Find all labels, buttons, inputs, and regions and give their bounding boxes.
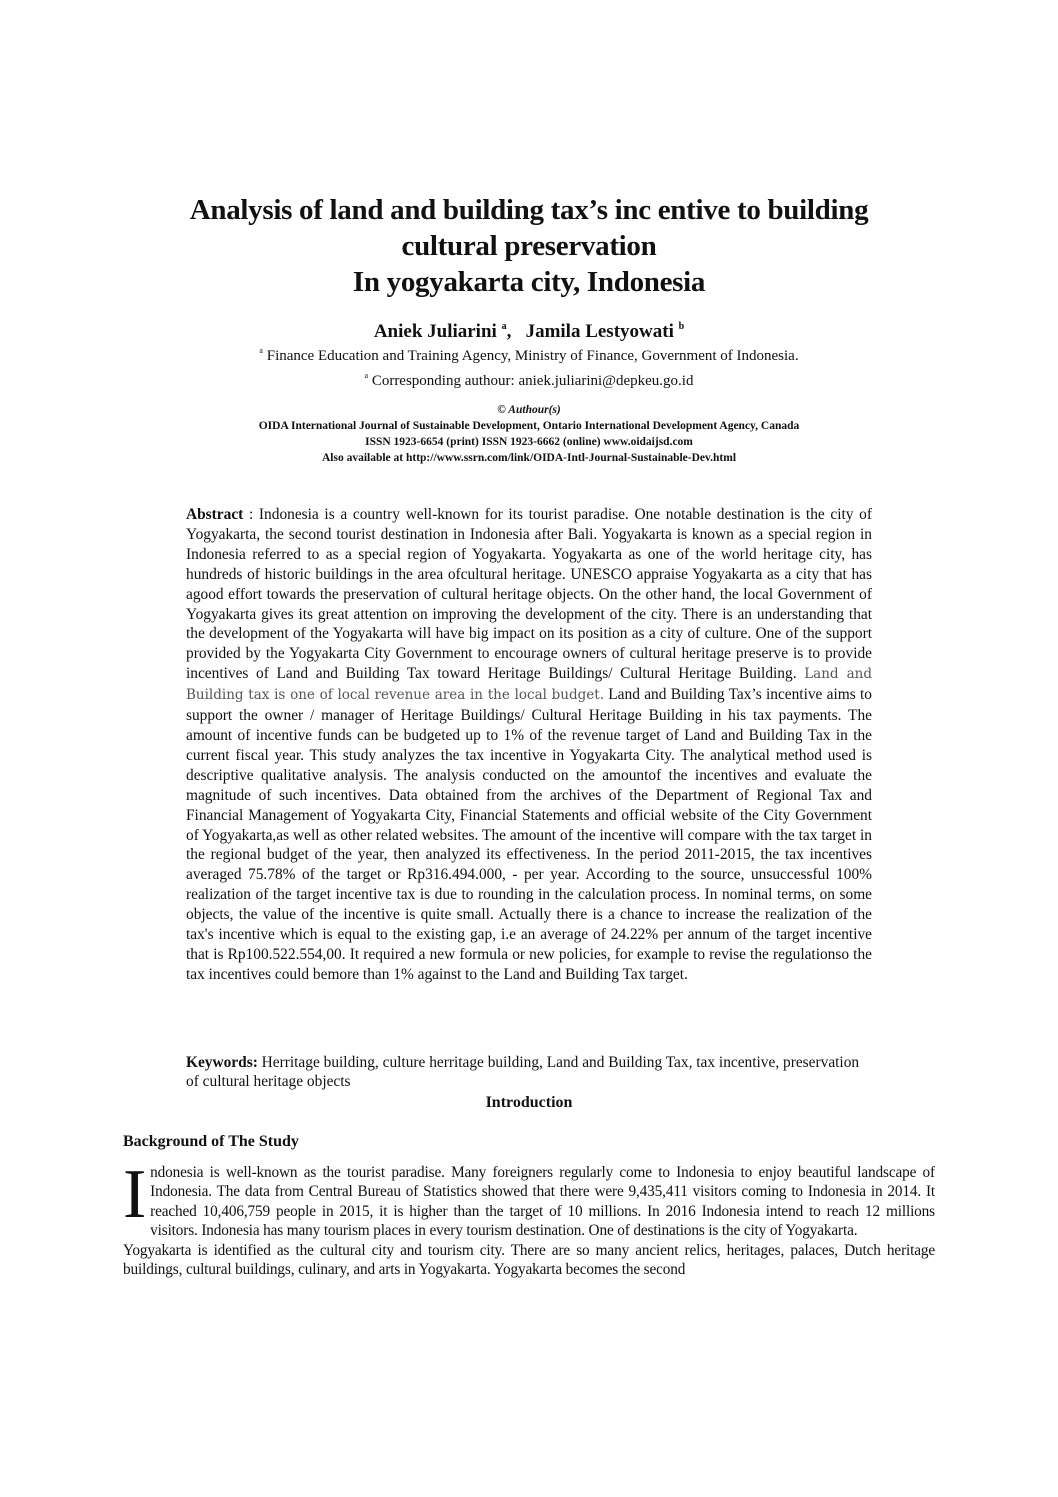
corresponding-author-line — [120, 366, 938, 391]
copyright-notice: © Authour(s) — [497, 404, 561, 416]
title-line: cultural preservation — [401, 230, 657, 262]
abstract-gray-sentence: Land and Building tax is one of local revenue area in the local budget. — [186, 666, 873, 704]
corresponding-author-text: Corresponding authour: aniek.juliarini@depkeu.go.id — [371, 373, 694, 389]
abstract-label: Abstract — [186, 506, 244, 523]
issn-line: ISSN 1923-6654 (print) ISSN 1923-6662 (online) www.oidaijsd.com — [365, 436, 693, 448]
affiliation-mark: a — [501, 321, 507, 332]
author-separator: , — [506, 321, 521, 342]
title-line: In yogyakarta city, Indonesia — [352, 266, 706, 298]
drop-cap: I — [123, 1156, 147, 1233]
author-list — [120, 316, 938, 343]
body-paragraph — [123, 1156, 935, 1241]
author-name: Aniek Juliarini — [373, 321, 497, 342]
paragraph-text: ndonesia is well-known as the tourist paradise. Many foreigners regularly come to Indonesia to enjoy beautiful landscape of Indonesia. The data from Central Bureau of Statistics showed that there were 9,435,411 visitors coming to Indonesia in 2014. It reached 10,406,759 people in 2015, it is higher than the target of 10 millions. In 2016 Indonesia intend to reach 12 millions visitors. Indonesia has many tourism places in every tourism destination. One of destinations is the city of Yogyakarta. — [150, 1164, 935, 1240]
affiliation-text: Finance Education and Training Agency, Ministry of Finance, Government of Indonesia. — [266, 348, 799, 364]
section-heading-introduction: Introduction — [485, 1094, 573, 1111]
affiliation-mark: a — [259, 346, 263, 355]
journal-line: OIDA International Journal of Sustainable Development, Ontario International Development Agency, Canada — [258, 420, 800, 432]
author-name: Jamila Lestyowati — [525, 321, 674, 342]
abstract — [186, 505, 872, 985]
abstract-separator: : — [243, 506, 259, 523]
subsection-heading-background: Background of The Study — [123, 1133, 299, 1150]
body-text — [123, 1156, 935, 1279]
affiliation-mark: b — [678, 321, 685, 332]
availability-line: Also available at http://www.ssrn.com/link/OIDA-Intl-Journal-Sustainable-Dev.html — [321, 452, 737, 464]
keywords — [186, 1053, 872, 1091]
keywords-text: Herritage building, culture herritage building, Land and Building Tax, tax incentive, preservation of cultural heritage objects — [186, 1054, 860, 1090]
title-line: Analysis of land and building tax’s inc entive to building — [189, 194, 869, 226]
affiliations — [120, 341, 938, 391]
affiliation-mark: a — [364, 371, 369, 380]
paper-title — [120, 192, 938, 300]
body-paragraph: Yogyakarta is identified as the cultural city and tourism city. There are so many ancient relics, heritages, palaces, Dutch heritage buildings, cultural buildings, culinary, and arts in Yogyakarta. Yogyakarta becomes the second — [123, 1241, 935, 1279]
affiliation-line — [120, 341, 938, 366]
keywords-label: Keywords: — [186, 1054, 258, 1071]
publication-info — [120, 402, 938, 466]
abstract-text-continued: Land and Building Tax’s incentive aims to support the owner / manager of Heritage Buildings/ Cultural Heritage Building in his tax payments. The amount of incentive funds can be budgeted up to 1% of the revenue target of Land and Building Tax in the current fiscal year. This study analyzes the tax incentive in Yogyakarta City. The analytical method used is descriptive qualitative analysis. The analysis conducted on the amountof the incentives and evaluate the magnitude of such incentives. Data obtained from the archives of the Department of Regional Tax and Financial Management of Yogyakarta City, Financial Statements and official website of the City Government of Yogyakarta,as well as other related websites. The amount of the incentive will compare with the tax target in the regional budget of the year, then analyzed its effectiveness. In the period 2011-2015, the tax incentives averaged 75.78% of the target or Rp316.494.000, - per year. According to the source, unsuccessful 100% realization of the target incentive tax is due to rounding in the calculation process. In nominal terms, on some objects, the value of the incentive is quite small. Actually there is a chance to increase the realization of the tax's incentive which is equal to the existing gap, i.e an average of 24.22% per annum of the target incentive that is Rp100.522.554,00. It required a new formula or new policies, for example to revise the regulationso the tax incentives could bemore than 1% against to the Land and Building Tax target. — [186, 686, 872, 983]
abstract-text: Indonesia is a country well-known for its tourist paradise. One notable destination is the city of Yogyakarta, the second tourist destination in Indonesia after Bali. Yogyakarta is known as a special region in Indonesia referred to as a special region of Yogyakarta. Yogyakarta as one of the world heritage city, has hundreds of historic buildings in the area ofcultural heritage. UNESCO appraise Yogyakarta as a city that has agood effort towards the preservation of cultural heritage objects. On the other hand, the local Government of Yogyakarta gives its great attention on improving the development of the city. There is an understanding that the development of the Yogyakarta will have big impact on its position as a city of culture. One of the support provided by the Yogyakarta City Government to encourage owners of cultural heritage preserve is to provide incentives of Land and Building Tax toward Heritage Buildings/ Cultural Heritage Building. — [186, 506, 872, 683]
